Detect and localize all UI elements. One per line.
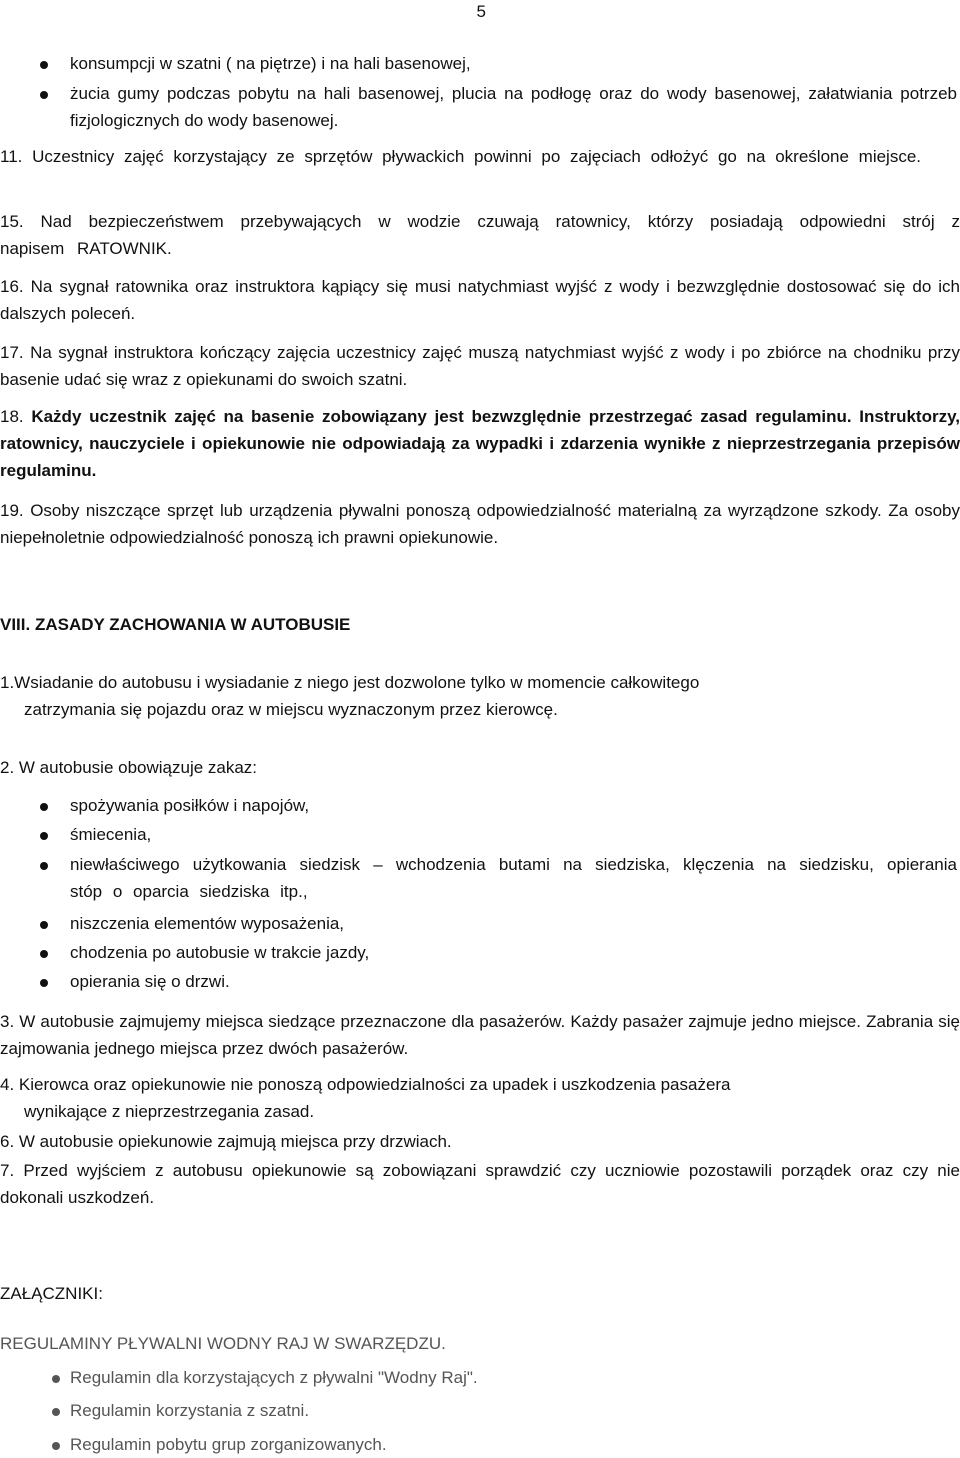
bullet-icon	[40, 61, 48, 69]
paragraph-18	[0, 403, 960, 484]
list-item-text: śmiecenia,	[70, 825, 152, 844]
bullet-icon	[40, 803, 48, 811]
list-item-text: niszczenia elementów wyposażenia,	[70, 914, 345, 933]
list-item	[0, 1431, 957, 1458]
list-item	[0, 851, 957, 905]
section-heading: VIII. ZASADY ZACHOWANIA W AUTOBUSIE	[0, 615, 351, 634]
bus-point-7: 7. Przed wyjściem z autobusu opiekunowie są zobowiązani sprawdzić czy uczniowie pozostawili porządek oraz czy nie dokonali uszkodzeń.	[0, 1161, 960, 1207]
list-item	[0, 50, 957, 77]
bus-point-2: 2. W autobusie obowiązuje zakaz:	[0, 758, 258, 777]
paragraph-15: 15. Nad bezpieczeństwem przebywających w wodzie czuwają ratownicy, którzy posiadają odpowiedni strój z napisem RATOWNIK.	[0, 212, 960, 258]
list-item	[0, 80, 957, 134]
paragraph-18-number: 18.	[0, 407, 24, 426]
list-item-text: opierania się o drzwi.	[70, 972, 230, 991]
bullet-icon	[52, 1442, 60, 1450]
page-number: 5	[476, 2, 486, 21]
paragraph-18-text: Każdy uczestnik zajęć na basenie zobowiązany jest bezwzględnie przestrzegać zasad regulaminu. Instruktorzy, ratownicy, nauczyciele i opiekunowie nie odpowiadają za wypadki i zdarzenia wynikłe z nieprzestrzegania przepisów regulaminu.	[0, 407, 960, 480]
paragraph-19: 19. Osoby niszczące sprzęt lub urządzenia pływalni ponoszą odpowiedzialność materialną za wyrządzone szkody. Za osoby niepełnoletnie odpowiedzialność ponoszą ich prawni opiekunowie.	[0, 501, 960, 547]
list-item	[0, 1397, 957, 1424]
bullet-icon	[40, 950, 48, 958]
bus-point-1-line2: zatrzymania się pojazdu oraz w miejscu wyznaczonym przez kierowcę.	[24, 700, 558, 719]
bus-point-3: 3. W autobusie zajmujemy miejsca siedzące przeznaczone dla pasażerów. Każdy pasażer zajmuje jedno miejsce. Zabrania się zajmowania jednego miejsca przez dwóch pasażerów.	[0, 1012, 960, 1058]
list-item-text: spożywania posiłków i napojów,	[70, 796, 310, 815]
bus-point-4-line2: wynikające z nieprzestrzegania zasad.	[24, 1102, 315, 1121]
attachments-heading: ZAŁĄCZNIKI:	[0, 1284, 103, 1303]
paragraph-11: 11. Uczestnicy zajęć korzystający ze sprzętów pływackich powinni po zajęciach odłożyć go na określone miejsce.	[0, 147, 922, 166]
list-item-text: żucia gumy podczas pobytu na hali basenowej, plucia na podłogę oraz do wody basenowej, załatwiania potrzeb fizjologicznych do wody basenowej.	[70, 84, 957, 130]
list-item-text: Regulamin dla korzystających z pływalni "Wodny Raj".	[70, 1368, 478, 1387]
bullet-icon	[40, 91, 48, 99]
list-item-text: niewłaściwego użytkowania siedzisk – wchodzenia butami na siedziska, klęczenia na siedzisku, opierania stóp o oparcia siedziska itp.,	[70, 855, 957, 901]
paragraph-17: 17. Na sygnał instruktora kończący zajęcia uczestnicy zajęć muszą natychmiast wyjść z wody i po zbiórce na chodniku przy basenie udać się wraz z opiekunami do swoich szatni.	[0, 343, 960, 389]
list-item-text: konsumpcji w szatni ( na piętrze) i na hali basenowej,	[70, 54, 471, 73]
bullet-icon	[40, 921, 48, 929]
bus-point-4	[0, 1071, 960, 1125]
bullet-icon	[52, 1375, 60, 1383]
list-item	[0, 968, 957, 995]
list-item	[0, 939, 957, 966]
list-item	[0, 792, 957, 819]
bus-point-1-line1: 1.Wsiadanie do autobusu i wysiadanie z niego jest dozwolone tylko w momencie całkowitego	[0, 673, 700, 692]
list-item	[0, 821, 957, 848]
bus-point-4-line1: 4. Kierowca oraz opiekunowie nie ponoszą odpowiedzialności za upadek i uszkodzenia pasażera	[0, 1075, 731, 1094]
bullet-icon	[40, 979, 48, 987]
list-item-text: chodzenia po autobusie w trakcie jazdy,	[70, 943, 370, 962]
paragraph-16: 16. Na sygnał ratownika oraz instruktora kąpiący się musi natychmiast wyjść z wody i bezwzględnie dostosować się do ich dalszych poleceń.	[0, 277, 960, 323]
attachments-subheading: REGULAMINY PŁYWALNI WODNY RAJ W SWARZĘDZU.	[0, 1334, 446, 1353]
bus-point-6: 6. W autobusie opiekunowie zajmują miejsca przy drzwiach.	[0, 1132, 452, 1151]
bullet-icon	[40, 832, 48, 840]
list-item-text: Regulamin korzystania z szatni.	[70, 1401, 310, 1420]
list-item	[0, 910, 957, 937]
bullet-icon	[52, 1408, 60, 1416]
bus-point-1	[0, 669, 960, 723]
bullet-icon	[40, 862, 48, 870]
list-item-text: Regulamin pobytu grup zorganizowanych.	[70, 1435, 387, 1454]
list-item	[0, 1364, 957, 1391]
